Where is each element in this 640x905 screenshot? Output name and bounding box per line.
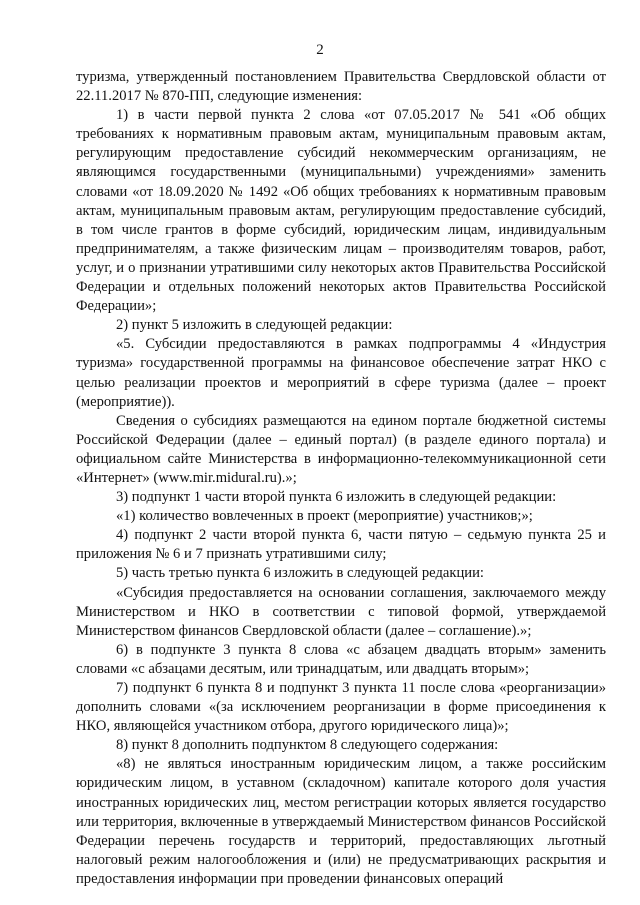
paragraph: 1) в части первой пункта 2 слова «от 07.05.2017 № 541 «Об общих требованиях к нормативным правовым актам, муниципальным правовым актам, регулирующим предоставление субсидий некоммерческим организациям, не являющимся государственными (муниципальными) учреждениями» заменить словами «от 18.09.2020 № 1492 «Об общих требованиях к нормативным правовым актам, муниципальным правовым актам, регулирующим предоставление субсидий, в том числе грантов в форме субсидий, юридическим лицам, индивидуальным предпринимателям, а также физическим лицам – производителям товаров, работ, услуг, и о признании утратившими силу некоторых актов Правительства Российской Федерации и отдельных положений некоторых актов Правительства Российской Федерации»; bbox=[76, 107, 606, 315]
document-body bbox=[76, 68, 606, 889]
paragraph: 5) часть третью пункта 6 изложить в следующей редакции: bbox=[116, 565, 484, 582]
paragraph: «5. Субсидии предоставляются в рамках подпрограммы 4 «Индустрия туризма» государственной программы на финансовое обеспечение затрат НКО с целью реализации проектов и мероприятий в сфере туризма (далее – проект (мероприятие)). bbox=[76, 336, 606, 410]
paragraph: «Субсидия предоставляется на основании соглашения, заключаемого между Министерством и НКО в соответствии с типовой формой, утверждаемой Министерством финансов Свердловской области (далее – соглашение).»; bbox=[76, 584, 606, 639]
paragraph: 3) подпункт 1 части второй пункта 6 изложить в следующей редакции: bbox=[116, 489, 557, 506]
paragraph: туризма, утвержденный постановлением Правительства Свердловской области от 22.11.2017 № 870-ПП, следующие изменения: bbox=[76, 69, 606, 105]
paragraph: 8) пункт 8 дополнить подпунктом 8 следующего содержания: bbox=[116, 737, 499, 754]
paragraph: 7) подпункт 6 пункта 8 и подпункт 3 пункта 11 после слова «реорганизации» дополнить словами «(за исключением реорганизации в форме присоединения к НКО, являющейся участником отбора, другого юридического лица)»; bbox=[76, 680, 606, 735]
page-number: 2 bbox=[316, 42, 324, 58]
paragraph: «8) не являться иностранным юридическим лицом, а также российским юридическим лицом, в уставном (складочном) капитале которого доля участия иностранных юридических лиц, местом регистрации которых является государство или территория, включенные в утверждаемый Министерством финансов Российской Федерации перечень государств и территорий, предоставляющих льготный налоговый режим налогообложения и (или) не предусматривающих раскрытия и предоставления информации при проведении финансовых операций bbox=[76, 756, 606, 887]
paragraph: 4) подпункт 2 части второй пункта 6, части пятую – седьмую пункта 25 и приложения № 6 и 7 признать утратившими силу; bbox=[76, 527, 606, 563]
paragraph: «1) количество вовлеченных в проект (мероприятие) участников;»; bbox=[116, 508, 533, 525]
paragraph: 2) пункт 5 изложить в следующей редакции: bbox=[116, 317, 393, 334]
paragraph: Сведения о субсидиях размещаются на едином портале бюджетной системы Российской Федерации (далее – единый портал) (в разделе единого портала) и официальном сайте Министерства в информационно-телекоммуникационной сети «Интернет» (www.mir.midural.ru).»; bbox=[76, 412, 606, 486]
paragraph: 6) в подпункте 3 пункта 8 слова «с абзацем двадцать вторым» заменить словами «с абзацами десятым, или тринадцатым, или двадцать вторым»; bbox=[76, 641, 606, 677]
